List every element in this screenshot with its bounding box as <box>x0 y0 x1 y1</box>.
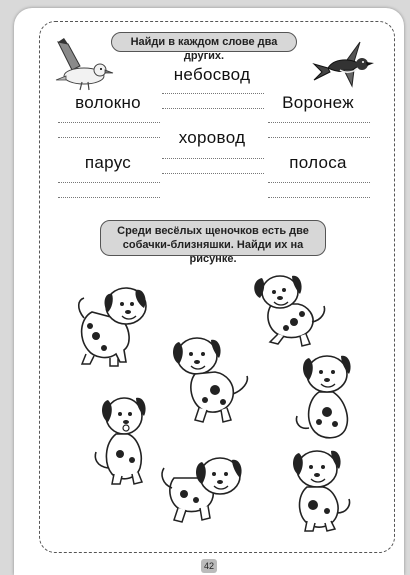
seagull-icon <box>34 36 114 96</box>
answer-line <box>162 158 264 159</box>
word-khorovod: хоровод <box>178 128 246 147</box>
answer-line <box>58 137 160 138</box>
answer-line <box>268 137 370 138</box>
answer-line <box>268 197 370 198</box>
answer-line <box>162 93 264 94</box>
answer-line <box>162 173 264 174</box>
answer-line <box>268 122 370 123</box>
word-voronezh: Воронеж <box>282 93 354 112</box>
puppy-6-icon <box>154 448 249 528</box>
task2-instruction: Среди весёлых щеночков есть две собачки-близняшки. Найди их на рисунке. <box>100 220 326 256</box>
answer-line <box>268 182 370 183</box>
puppy-7-icon <box>279 443 359 533</box>
answer-line <box>58 182 160 183</box>
puppy-3-icon <box>169 330 254 425</box>
answer-line <box>162 108 264 109</box>
answer-line <box>58 197 160 198</box>
word-parus: парус <box>84 153 132 172</box>
answer-line <box>58 122 160 123</box>
swallow-icon <box>314 42 384 90</box>
page-number: 42 <box>201 559 217 573</box>
puppy-1-icon <box>74 278 154 368</box>
puppy-5-icon <box>80 388 160 488</box>
puppy-4-icon <box>279 348 364 443</box>
task1-instruction: Найди в каждом слове два других. <box>111 32 297 52</box>
puppy-2-icon <box>242 270 332 350</box>
word-nebosvod: небосвод <box>173 65 251 84</box>
word-volokno: волокно <box>75 93 141 112</box>
workbook-page <box>14 8 404 575</box>
word-polosa: полоса <box>289 153 347 172</box>
